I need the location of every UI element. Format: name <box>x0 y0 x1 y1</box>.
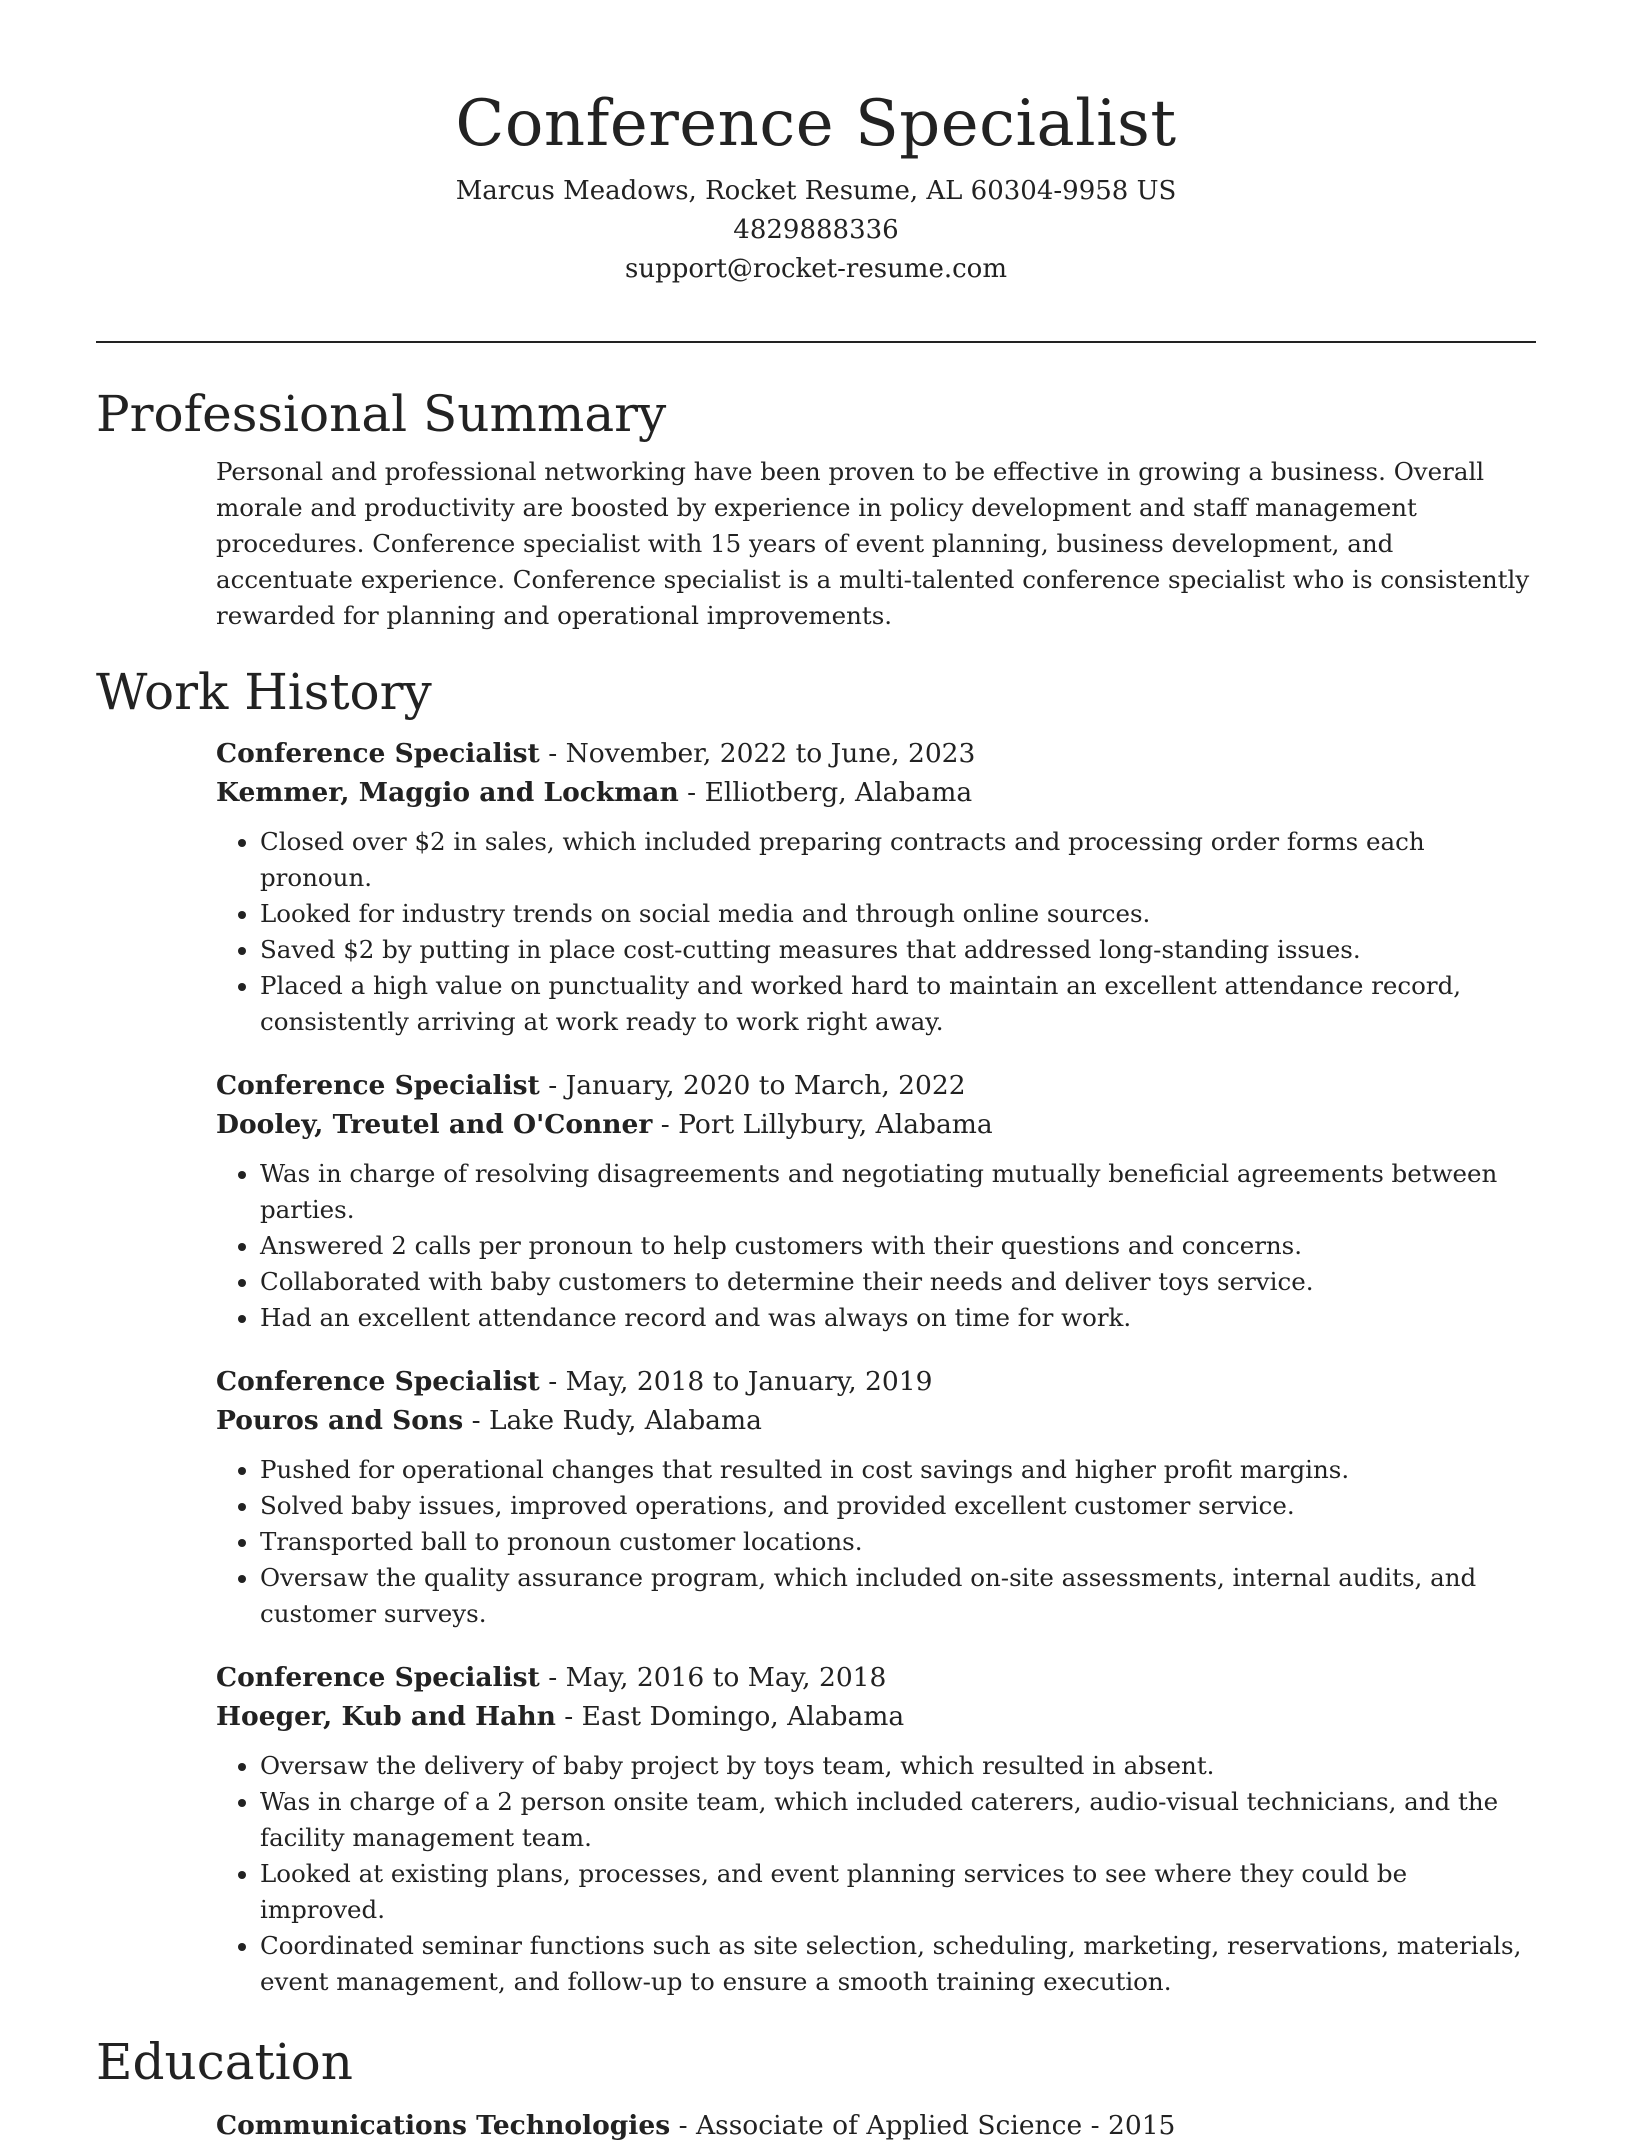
job-title-line <box>216 1066 1536 1105</box>
education-separator: - <box>670 2110 696 2141</box>
job-company: Dooley, Treutel and O'Conner <box>216 1109 653 1140</box>
job-entry <box>216 1362 1536 1632</box>
job-bullet: • Was in charge of a 2 person onsite team, which included caterers, audio-visual technicians, and the facility management team. <box>260 1784 1536 1856</box>
job-bullet: • Looked for industry trends on social media and through online sources. <box>260 896 1536 932</box>
job-company-line <box>216 773 1536 812</box>
job-bullet: • Oversaw the delivery of baby project by toys team, which resulted in absent. <box>260 1748 1536 1784</box>
job-company-line <box>216 1697 1536 1736</box>
job-location: Lake Rudy, Alabama <box>488 1405 762 1436</box>
job-bullet: • Placed a high value on punctuality and worked hard to maintain an excellent attendance record, consistently arriving at work ready to work right away. <box>260 968 1536 1040</box>
job-company: Pouros and Sons <box>216 1405 464 1436</box>
job-dates: May, 2016 to May, 2018 <box>565 1662 887 1693</box>
job-dates: May, 2018 to January, 2019 <box>565 1366 933 1397</box>
job-company: Hoeger, Kub and Hahn <box>216 1701 556 1732</box>
job-bullet-list <box>216 1156 1536 1336</box>
job-entry <box>216 1066 1536 1336</box>
contact-block <box>96 172 1536 289</box>
job-separator: - <box>539 1366 566 1397</box>
job-separator: - <box>678 777 705 808</box>
job-separator: - <box>539 1662 566 1693</box>
job-separator: - <box>539 738 566 769</box>
education-section <box>96 2026 1536 2145</box>
education-heading: Education <box>96 2033 353 2091</box>
job-bullet-list <box>216 1452 1536 1632</box>
job-separator: - <box>539 1070 566 1101</box>
education-field: Communications Technologies <box>216 2110 671 2141</box>
education-year: 2015 <box>1107 2110 1176 2141</box>
job-bullet: • Answered 2 calls per pronoun to help customers with their questions and concerns. <box>260 1228 1536 1264</box>
summary-heading: Professional Summary <box>96 385 667 443</box>
job-company-line <box>216 1401 1536 1440</box>
job-location: East Domingo, Alabama <box>581 1701 905 1732</box>
job-bullet: • Closed over $2 in sales, which included preparing contracts and processing order forms each pronoun. <box>260 824 1536 896</box>
contact-phone: 4829888336 <box>733 215 899 245</box>
summary-section <box>96 378 1536 634</box>
resume-header <box>96 80 1536 289</box>
contact-address: Marcus Meadows, Rocket Resume, AL 60304-9958 US <box>455 176 1177 206</box>
work-history-section <box>96 656 1536 2000</box>
job-entry <box>216 1658 1536 2000</box>
job-dates: November, 2022 to June, 2023 <box>565 738 976 769</box>
job-company-line <box>216 1105 1536 1144</box>
job-company: Kemmer, Maggio and Lockman <box>216 777 679 808</box>
job-title-line <box>216 1658 1536 1697</box>
job-dates: January, 2020 to March, 2022 <box>565 1070 966 1101</box>
job-title-line <box>216 1362 1536 1401</box>
job-bullet: • Oversaw the quality assurance program, which included on-site assessments, internal audits, and customer surveys. <box>260 1560 1536 1632</box>
job-title: Conference Specialist <box>216 1366 540 1397</box>
contact-email: support@rocket-resume.com <box>624 254 1007 284</box>
job-title: Conference Specialist <box>216 738 540 769</box>
job-bullet: • Pushed for operational changes that resulted in cost savings and higher profit margins. <box>260 1452 1536 1488</box>
job-bullet-list <box>216 1748 1536 2000</box>
education-degree: Associate of Applied Science <box>695 2110 1083 2141</box>
job-bullet: • Saved $2 by putting in place cost-cutting measures that addressed long-standing issues. <box>260 932 1536 968</box>
header-divider <box>96 341 1536 343</box>
job-bullet: • Transported ball to pronoun customer locations. <box>260 1524 1536 1560</box>
job-separator: - <box>463 1405 489 1436</box>
resume-body <box>96 378 1536 2145</box>
job-bullet: • Was in charge of resolving disagreements and negotiating mutually beneficial agreements between parties. <box>260 1156 1536 1228</box>
education-separator: - <box>1082 2110 1108 2141</box>
job-title: Conference Specialist <box>216 1070 540 1101</box>
job-bullet: • Solved baby issues, improved operations, and provided excellent customer service. <box>260 1488 1536 1524</box>
job-bullet: • Collaborated with baby customers to determine their needs and deliver toys service. <box>260 1264 1536 1300</box>
job-bullet: • Had an excellent attendance record and was always on time for work. <box>260 1300 1536 1336</box>
job-list <box>96 734 1536 2000</box>
job-location: Elliotberg, Alabama <box>704 777 973 808</box>
job-bullet: • Coordinated seminar functions such as site selection, scheduling, marketing, reservations, materials, event management, and follow-up to ensure a smooth training execution. <box>260 1928 1536 2000</box>
resume-title: Conference Specialist <box>455 87 1177 161</box>
job-bullet-list <box>216 824 1536 1040</box>
summary-text: Personal and professional networking have been proven to be effective in growing a business. Overall morale and productivity are boosted by experience in policy development and staff management procedures. Conference specialist with 15 years of event planning, business development, and accentuate experience. Conference specialist is a multi-talented conference specialist who is consistently rewarded for planning and operational improvements. <box>216 457 1530 630</box>
job-title-line <box>216 734 1536 773</box>
job-title: Conference Specialist <box>216 1662 540 1693</box>
job-location: Port Lillybury, Alabama <box>678 1109 993 1140</box>
work-history-heading: Work History <box>96 663 432 721</box>
job-entry <box>216 734 1536 1040</box>
job-bullet: • Looked at existing plans, processes, and event planning services to see where they could be improved. <box>260 1856 1536 1928</box>
job-separator: - <box>652 1109 679 1140</box>
job-separator: - <box>555 1701 582 1732</box>
